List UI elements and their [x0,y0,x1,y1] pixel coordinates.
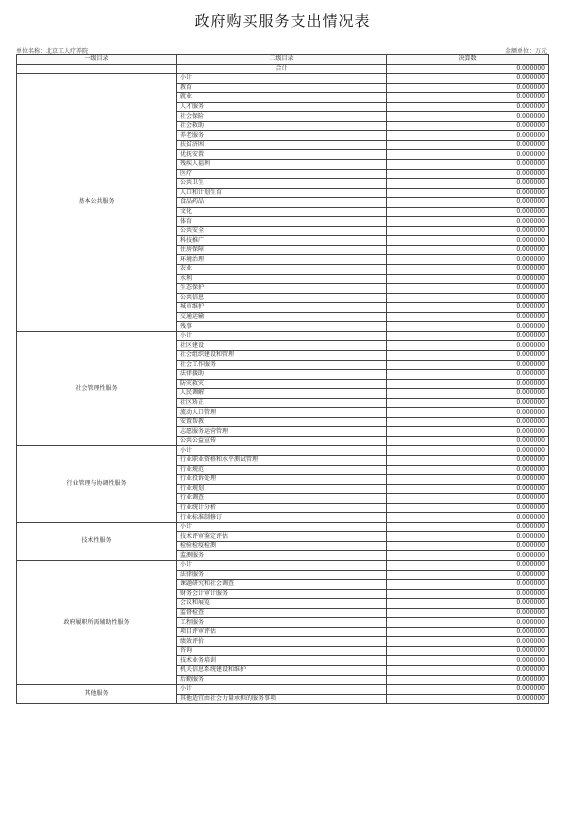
page-title: 政府购买服务支出情况表 [194,12,371,30]
subcategory-cell: 社区矫正 [177,398,387,408]
amount-cell: 0.000000 [387,303,549,313]
amount-cell: 0.000000 [387,627,549,637]
subcategory-cell: 监测服务 [177,551,387,561]
amount-cell: 0.000000 [387,666,549,676]
subcategory-cell: 公共信息 [177,293,387,303]
amount-cell: 0.000000 [387,656,549,666]
subcategory-cell: 人口和计划生育 [177,188,387,198]
subcategory-cell: 行业调查 [177,494,387,504]
amount-cell: 0.000000 [387,274,549,284]
amount-cell: 0.000000 [387,379,549,389]
amount-cell: 0.000000 [387,589,549,599]
subcategory-cell: 小计 [177,446,387,456]
subcategory-cell: 流动人口管理 [177,408,387,418]
amount-cell: 0.000000 [387,389,549,399]
subcategory-cell: 法律援助 [177,370,387,380]
subcategory-cell: 法律服务 [177,570,387,580]
category-cell: 技术性服务 [17,522,177,560]
amount-unit-label: 金额单位：万元 [504,48,547,55]
amount-cell: 0.000000 [387,207,549,217]
amount-cell: 0.000000 [387,599,549,609]
subcategory-cell: 养老服务 [177,131,387,141]
subcategory-cell: 社会工作服务 [177,360,387,370]
subcategory-cell: 公共卫生 [177,179,387,189]
subcategory-cell: 教育 [177,83,387,93]
total-value: 0.000000 [387,64,549,74]
amount-cell: 0.000000 [387,131,549,141]
amount-cell: 0.000000 [387,570,549,580]
amount-cell: 0.000000 [387,408,549,418]
subcategory-cell: 志愿服务运营管理 [177,427,387,437]
amount-cell: 0.000000 [387,188,549,198]
amount-cell: 0.000000 [387,293,549,303]
subcategory-cell: 行业规划 [177,484,387,494]
category-cell: 基本公共服务 [17,74,177,332]
subcategory-cell: 小计 [177,522,387,532]
amount-cell: 0.000000 [387,475,549,485]
amount-cell: 0.000000 [387,694,549,704]
subcategory-cell: 技术业务培训 [177,656,387,666]
subcategory-cell: 水利 [177,274,387,284]
table-row [17,331,549,341]
subcategory-cell: 医疗 [177,169,387,179]
category-cell: 其他服务 [17,685,177,704]
amount-cell: 0.000000 [387,331,549,341]
amount-cell: 0.000000 [387,608,549,618]
subcategory-cell: 财务会计审计服务 [177,589,387,599]
amount-cell: 0.000000 [387,436,549,446]
subcategory-cell: 社会保险 [177,112,387,122]
amount-cell: 0.000000 [387,121,549,131]
subcategory-cell: 咨询 [177,646,387,656]
amount-cell: 0.000000 [387,350,549,360]
table-row [17,522,549,532]
amount-cell: 0.000000 [387,398,549,408]
amount-cell: 0.000000 [387,637,549,647]
amount-cell: 0.000000 [387,93,549,103]
category-cell: 行业管理与协调性服务 [17,446,177,522]
subcategory-cell: 行业职业资格和水平测试管理 [177,455,387,465]
subcategory-cell: 检验检疫检测 [177,541,387,551]
header-amount: 决算数 [387,55,549,65]
amount-cell: 0.000000 [387,560,549,570]
amount-cell: 0.000000 [387,484,549,494]
amount-cell: 0.000000 [387,312,549,322]
subcategory-cell: 行业投诉处理 [177,475,387,485]
amount-cell: 0.000000 [387,513,549,523]
subcategory-cell: 监督检查 [177,608,387,618]
subcategory-cell: 环境治理 [177,255,387,265]
subcategory-cell: 社区建设 [177,341,387,351]
subcategory-cell: 其他适宜由社会力量承担的服务事项 [177,694,387,704]
amount-cell: 0.000000 [387,580,549,590]
subcategory-cell: 社会组织建设和管理 [177,350,387,360]
amount-cell: 0.000000 [387,217,549,227]
amount-cell: 0.000000 [387,236,549,246]
header-level1: 一级目录 [17,55,177,65]
subcategory-cell: 小计 [177,331,387,341]
unit-name-label: 单位名称：北京工人疗养院 [16,48,89,55]
amount-cell: 0.000000 [387,341,549,351]
amount-cell: 0.000000 [387,541,549,551]
amount-cell: 0.000000 [387,265,549,275]
amount-cell: 0.000000 [387,83,549,93]
subcategory-cell: 残疾人福利 [177,160,387,170]
amount-cell: 0.000000 [387,112,549,122]
subcategory-cell: 技术评审鉴定评估 [177,532,387,542]
subcategory-cell: 扶贫济困 [177,140,387,150]
amount-cell: 0.000000 [387,150,549,160]
total-row [17,64,549,74]
subcategory-cell: 城市维护 [177,303,387,313]
table-row [17,560,549,570]
subcategory-cell: 安置帮教 [177,417,387,427]
amount-cell: 0.000000 [387,455,549,465]
subcategory-cell: 行业统计分析 [177,503,387,513]
amount-cell: 0.000000 [387,226,549,236]
subcategory-cell: 机关信息系统建设和维护 [177,666,387,676]
amount-cell: 0.000000 [387,618,549,628]
amount-cell: 0.000000 [387,646,549,656]
subcategory-cell: 交通运输 [177,312,387,322]
subcategory-cell: 绩效评价 [177,637,387,647]
subcategory-cell: 课题研究和社会调查 [177,580,387,590]
subcategory-cell: 优抚安置 [177,150,387,160]
subcategory-cell: 人民调解 [177,389,387,399]
total-blank-cell [17,64,177,74]
subcategory-cell: 体育 [177,217,387,227]
subcategory-cell: 食品药品 [177,198,387,208]
category-cell: 社会管理性服务 [17,331,177,446]
amount-cell: 0.000000 [387,102,549,112]
amount-cell: 0.000000 [387,74,549,84]
subcategory-cell: 社会救助 [177,121,387,131]
amount-cell: 0.000000 [387,360,549,370]
amount-cell: 0.000000 [387,140,549,150]
subcategory-cell: 就业 [177,93,387,103]
amount-cell: 0.000000 [387,179,549,189]
table-header-row [17,55,549,65]
subcategory-cell: 小计 [177,560,387,570]
subcategory-cell: 后勤服务 [177,675,387,685]
table-row [17,74,549,84]
amount-cell: 0.000000 [387,169,549,179]
amount-cell: 0.000000 [387,522,549,532]
amount-cell: 0.000000 [387,532,549,542]
subcategory-cell: 小计 [177,685,387,695]
table-row [17,446,549,456]
amount-cell: 0.000000 [387,417,549,427]
table-row [17,685,549,695]
subcategory-cell: 防灾救灾 [177,379,387,389]
subcategory-cell: 科技推广 [177,236,387,246]
subcategory-cell: 行业标准制修订 [177,513,387,523]
subcategory-cell: 农业 [177,265,387,275]
subcategory-cell: 公共公益宣传 [177,436,387,446]
amount-cell: 0.000000 [387,160,549,170]
amount-cell: 0.000000 [387,551,549,561]
amount-cell: 0.000000 [387,675,549,685]
amount-cell: 0.000000 [387,198,549,208]
amount-cell: 0.000000 [387,284,549,294]
subcategory-cell: 残事 [177,322,387,332]
amount-cell: 0.000000 [387,255,549,265]
total-label: 合计 [177,64,387,74]
category-cell: 政府履职所需辅助性服务 [17,560,177,684]
subcategory-cell: 公共安全 [177,226,387,236]
amount-cell: 0.000000 [387,503,549,513]
subcategory-cell: 行业规范 [177,465,387,475]
subcategory-cell: 会议和展览 [177,599,387,609]
expenditure-table [16,54,549,704]
subcategory-cell: 人才服务 [177,102,387,112]
subcategory-cell: 文化 [177,207,387,217]
subcategory-cell: 工程服务 [177,618,387,628]
amount-cell: 0.000000 [387,370,549,380]
subcategory-cell: 生态保护 [177,284,387,294]
amount-cell: 0.000000 [387,465,549,475]
amount-cell: 0.000000 [387,494,549,504]
amount-cell: 0.000000 [387,446,549,456]
amount-cell: 0.000000 [387,245,549,255]
amount-cell: 0.000000 [387,685,549,695]
amount-cell: 0.000000 [387,322,549,332]
subcategory-cell: 项目评审评估 [177,627,387,637]
amount-cell: 0.000000 [387,427,549,437]
subcategory-cell: 住房保障 [177,245,387,255]
header-level2: 二级目录 [177,55,387,65]
subcategory-cell: 小计 [177,74,387,84]
